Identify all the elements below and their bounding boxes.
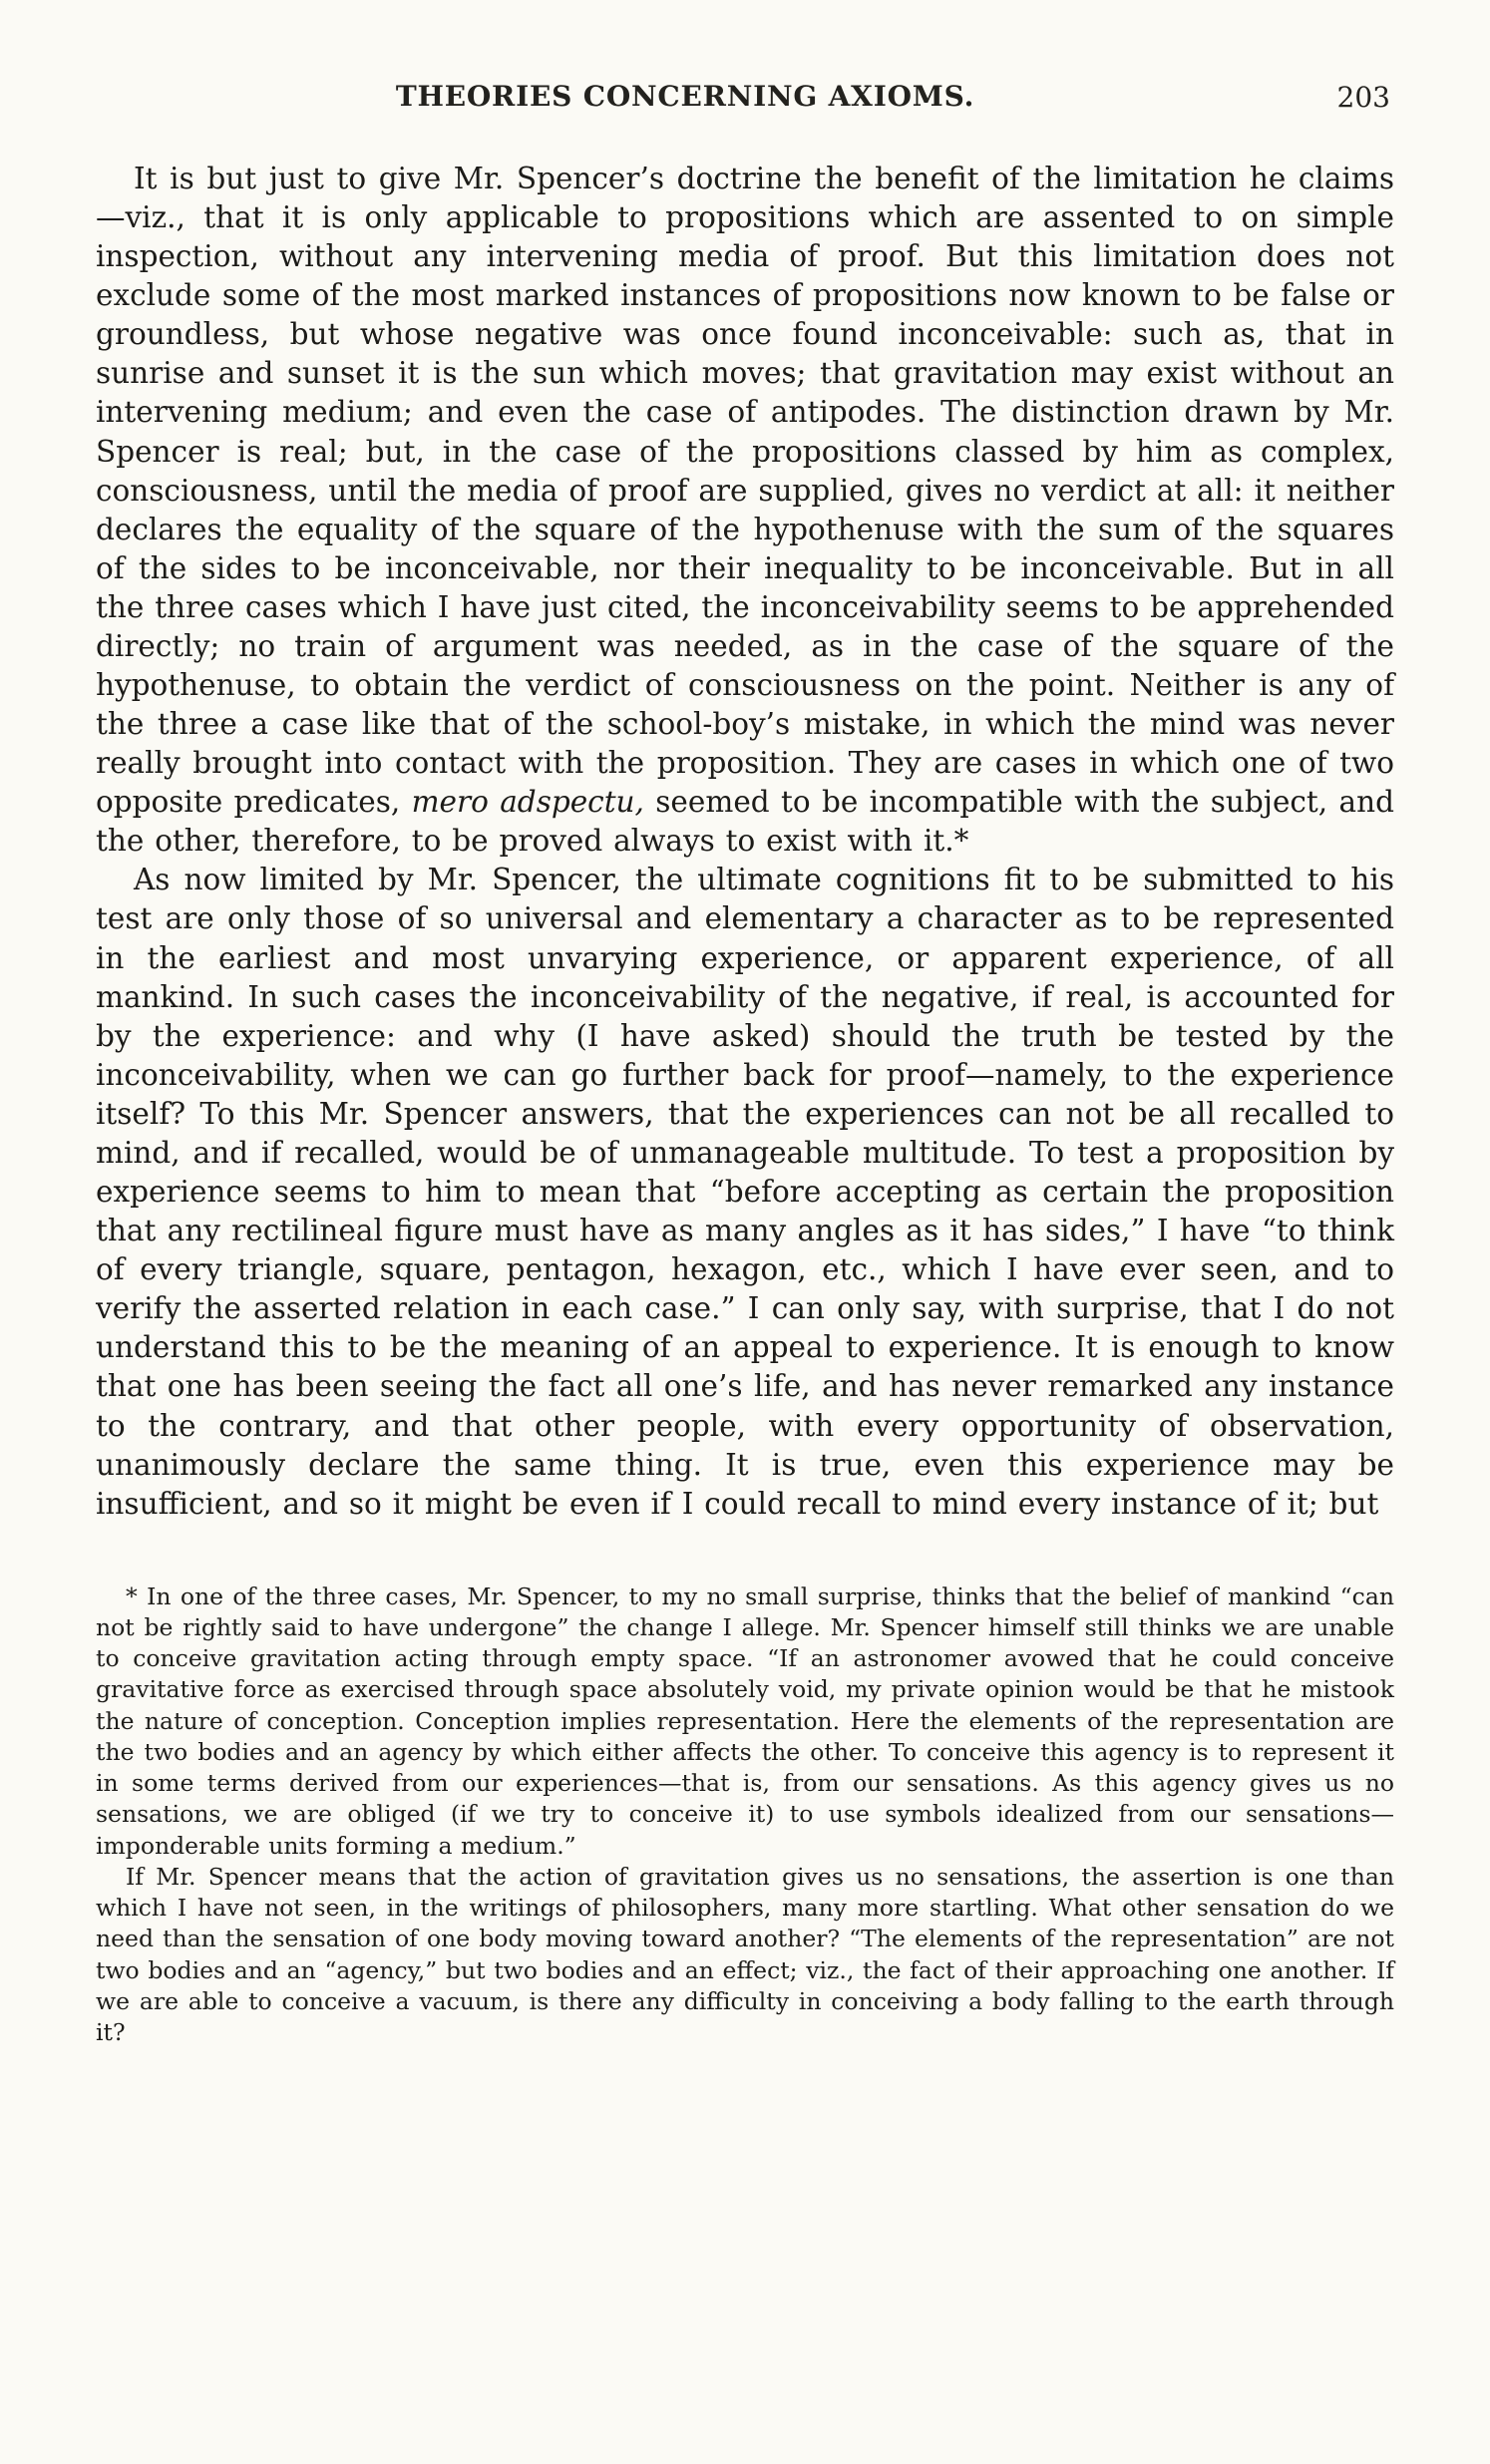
footnote [96,1582,1394,2049]
text-run: It is but just to give Mr. Spencer’s doctrine the benefit of the limitation he claims—viz., that it is only applicable to propositions which are assented to on simple inspection, without any intervening media of proof. But this limitation does not exclude some of the most marked instances of propositions now known to be false or groundless, but whose negative was once found inconceivable: such as, that in sunrise and sunset it is the sun which moves; that gravitation may exist without an intervening medium; and even the case of antipodes. The distinction drawn by Mr. Spencer is real; but, in the case of the propositions classed by him as complex, consciousness, until the media of proof are supplied, gives no verdict at all: it neither declares the equality of the square of the hypothenuse with the sum of the squares of the sides to be inconceivable, nor their inequality to be inconceivable. But in all the three cases which I have just cited, the inconceivability seems to be apprehended directly; no train of argument was needed, as in the case of the square of the hypothenuse, to obtain the verdict of consciousness on the point. Neither is any of the three a case like that of the school-boy’s mistake, in which the mind was never really brought into contact with the proposition. They are cases in which one of two opposite predicates, [96,162,1394,820]
paragraph [96,160,1394,861]
text-run: If Mr. Spencer means that the action of gravitation gives us no sensations, the assertion is one than which I have not seen, in the writings of philosophers, many more startling. What other sensation do we need than the sensation of one body moving toward another? “The elements of the representation” are not two bodies and an “agency,” but two bodies and an effect; viz., the fact of their approaching one another. If we are able to conceive a vacuum, is there any difficulty in conceiving a body falling to the earth through it? [96,1862,1394,2047]
body-text [96,160,1394,1524]
italic-text: mero adspectu, [411,785,644,820]
paragraph [96,1582,1394,1862]
text-run: * In one of the three cases, Mr. Spencer, to my no small surprise, thinks that the belief of mankind “can not be rightly said to have undergone” the change I allege. Mr. Spencer himself still thinks we are unable to conceive gravitation acting through empty space. “If an astronomer avowed that he could conceive gravitative force as exercised through space absolutely void, my private opinion would be that he mistook the nature of conception. Conception implies representation. Here the elements of the representation are the two bodies and an agency by which either affects the other. To conceive this agency is to represent it in some terms derived from our experiences—that is, from our sensations. As this agency gives us no sensations, we are obliged (if we try to conceive it) to use symbols idealized from our sensations—imponderable units forming a medium.” [96,1582,1394,1860]
paragraph [96,861,1394,1523]
page-title: THEORIES CONCERNING AXIOMS. [395,80,975,113]
running-head [96,80,1394,124]
paragraph [96,1862,1394,2049]
text-run: seemed to be incompatible with the subject, and the other, therefore, to be proved always to exist with it.* [96,785,1394,859]
text-run: As now limited by Mr. Spencer, the ultimate cognitions fit to be submitted to his test are only those of so universal and elementary a character as to be represented in the earliest and most unvarying experience, or apparent experience, of all mankind. In such cases the inconceivability of the negative, if real, is accounted for by the experience: and why (I have asked) should the truth be tested by the inconceivability, when we can go further back for proof—namely, to the experience itself? To this Mr. Spencer answers, that the experiences can not be all recalled to mind, and if recalled, would be of unmanageable multitude. To test a proposition by experience seems to him to mean that “before accepting as certain the proposition that any rectilineal figure must have as many angles as it has sides,” I have “to think of every triangle, square, pentagon, hexagon, etc., which I have ever seen, and to verify the asserted relation in each case.” I can only say, with surprise, that I do not understand this to be the meaning of an appeal to experience. It is enough to know that one has been seeing the fact all one’s life, and has never remarked any instance to the contrary, and that other people, with every opportunity of observation, unanimously declare the same thing. It is true, even this experience may be insufficient, and so it might be even if I could recall to mind every instance of it; but [96,863,1394,1521]
page-number: 203 [1336,81,1390,114]
